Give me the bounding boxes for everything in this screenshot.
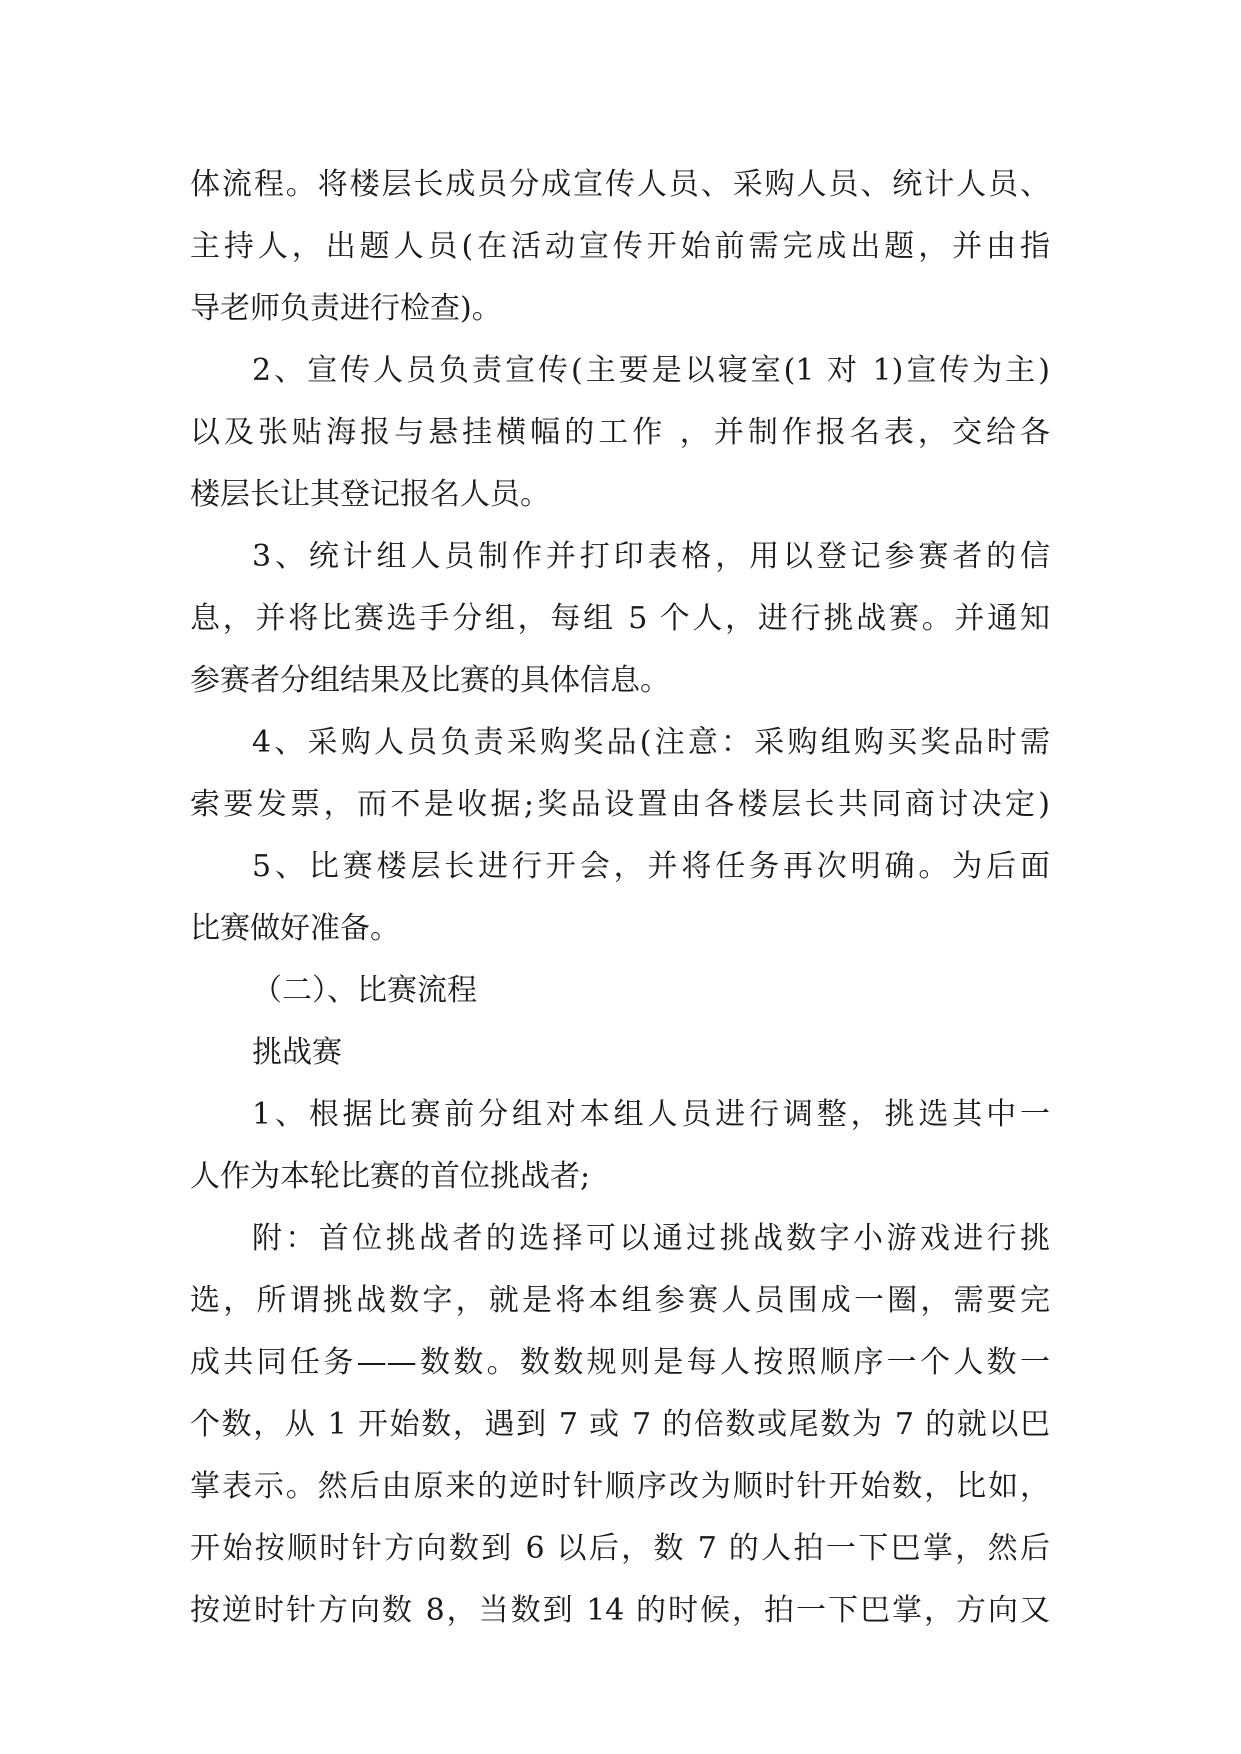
- text-line: 开始按顺时针方向数到 6 以后，数 7 的人拍一下巴掌，然后: [190, 1531, 1050, 1566]
- text-line: 按逆时针方向数 8，当数到 14 的时候，拍一下巴掌，方向又: [190, 1593, 1050, 1628]
- text-line: 体流程。将楼层长成员分成宣传人员、采购人员、统计人员、: [190, 167, 1050, 202]
- text-line: 个数，从 1 开始数，遇到 7 或 7 的倍数或尾数为 7 的就以巴: [190, 1407, 1050, 1442]
- text-line: 以及张贴海报与悬挂横幅的工作 ，并制作报名表，交给各: [190, 415, 1050, 450]
- paragraph-start-line: 2、宣传人员负责宣传(主要是以寝室(1 对 1)宣传为主): [252, 353, 1050, 388]
- text-line: 索要发票，而不是收据;奖品设置由各楼层长共同商讨决定): [190, 787, 1050, 822]
- paragraph-start-line: 3、统计组人员制作并打印表格，用以登记参赛者的信: [252, 539, 1050, 574]
- section-heading: （二）、比赛流程: [252, 973, 477, 1008]
- text-line: 息，并将比赛选手分组，每组 5 个人，进行挑战赛。并通知: [190, 601, 1050, 636]
- text-line: 成共同任务——数数。数数规则是每人按照顺序一个人数一: [190, 1345, 1050, 1380]
- text-line: 导老师负责进行检查)。: [190, 291, 502, 326]
- text-line: 比赛做好准备。: [190, 911, 400, 946]
- paragraph-start-line: 4、采购人员负责采购奖品(注意：采购组购买奖品时需: [252, 725, 1050, 760]
- text-line: 选，所谓挑战数字，就是将本组参赛人员围成一圈，需要完: [190, 1283, 1050, 1318]
- text-line: 掌表示。然后由原来的逆时针顺序改为顺时针开始数，比如，: [190, 1469, 1050, 1504]
- paragraph-start-line: 附：首位挑战者的选择可以通过挑战数字小游戏进行挑: [252, 1221, 1050, 1256]
- paragraph-start-line: 1、根据比赛前分组对本组人员进行调整，挑选其中一: [252, 1097, 1050, 1132]
- text-line: 人作为本轮比赛的首位挑战者;: [190, 1159, 591, 1194]
- text-line: 主持人，出题人员(在活动宣传开始前需完成出题，并由指: [190, 229, 1050, 264]
- subsection-heading: 挑战赛: [252, 1035, 342, 1070]
- document-body: [190, 154, 1050, 1642]
- text-line: 参赛者分组结果及比赛的具体信息。: [190, 663, 670, 698]
- text-line: 楼层长让其登记报名人员。: [190, 477, 550, 512]
- paragraph-start-line: 5、比赛楼层长进行开会，并将任务再次明确。为后面: [252, 849, 1050, 884]
